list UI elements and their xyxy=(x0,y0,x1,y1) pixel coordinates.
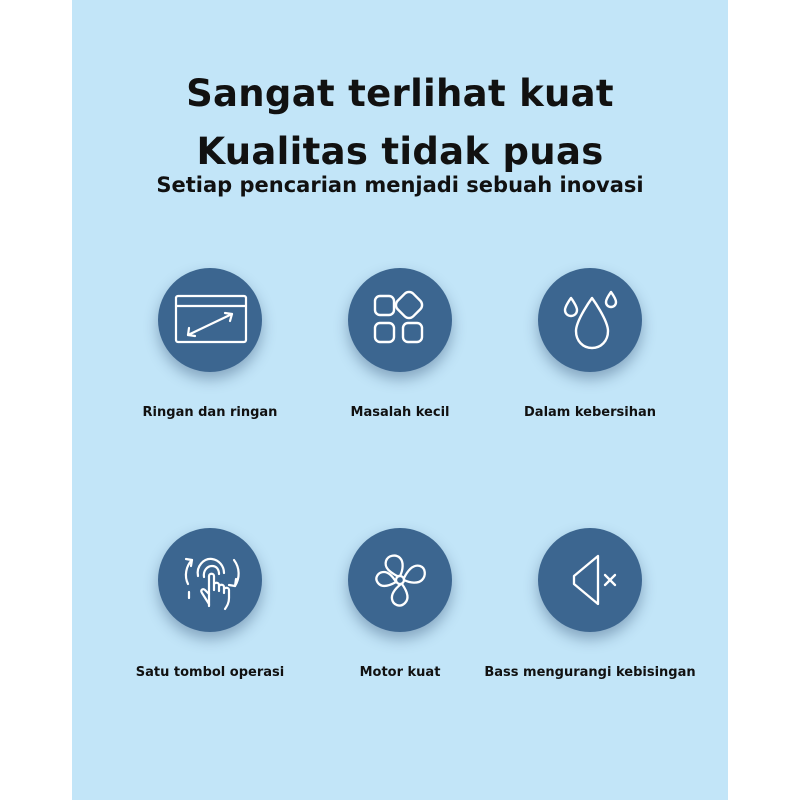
page-subtitle: Setiap pencarian menjadi sebuah inovasi xyxy=(156,173,644,197)
feature-icon-circle xyxy=(158,268,262,372)
feature-kebersihan xyxy=(470,268,710,478)
feature-bass xyxy=(470,528,710,738)
feature-icon-circle xyxy=(158,528,262,632)
feature-label: Satu tombol operasi xyxy=(135,665,285,680)
feature-icon-circle xyxy=(538,528,642,632)
feature-label: Dalam kebersihan xyxy=(524,405,656,420)
page-title-line-1: Sangat terlihat kuat xyxy=(186,72,614,115)
feature-icon-circle xyxy=(348,268,452,372)
four-squares-icon xyxy=(348,268,452,372)
feature-icon-circle xyxy=(348,528,452,632)
fan-icon xyxy=(348,528,452,632)
tap-rotate-icon xyxy=(158,528,262,632)
feature-label: Masalah kecil xyxy=(350,405,450,420)
speaker-mute-icon xyxy=(538,528,642,632)
feature-label: Motor kuat xyxy=(359,665,441,680)
water-drops-icon xyxy=(538,268,642,372)
feature-label: Ringan dan ringan xyxy=(142,405,278,420)
page-title-line-2: Kualitas tidak puas xyxy=(196,130,604,173)
feature-label: Bass mengurangi kebisingan xyxy=(484,665,696,680)
screen-resize-icon xyxy=(158,268,262,372)
feature-icon-circle xyxy=(538,268,642,372)
